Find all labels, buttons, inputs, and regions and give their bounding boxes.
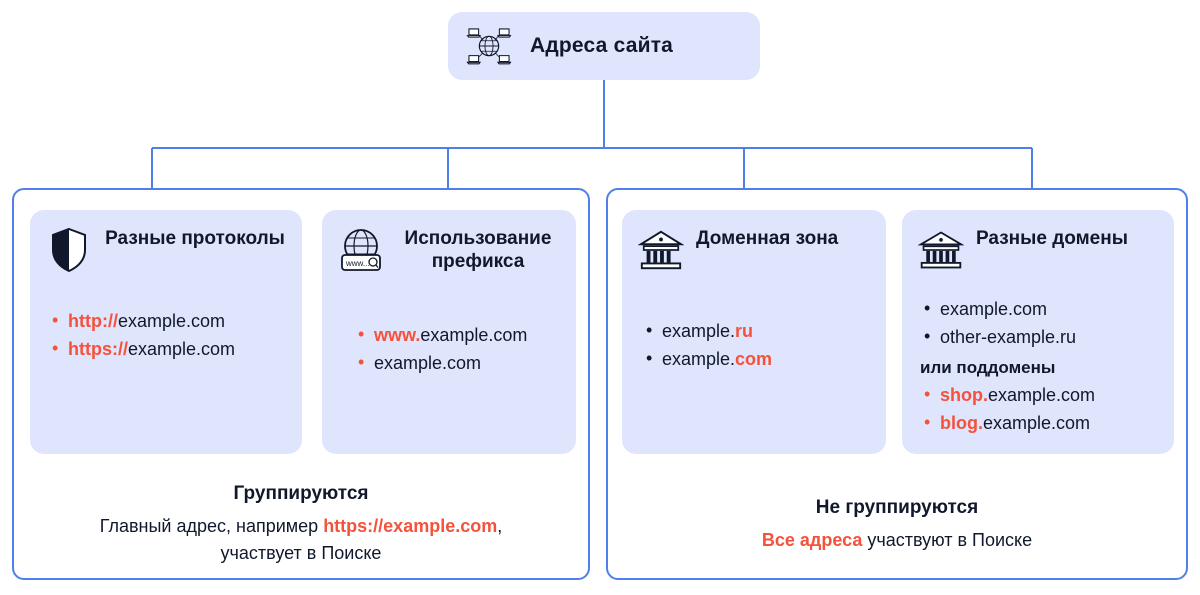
card-domain-zone xyxy=(622,210,886,454)
card-title: Разные протоколы xyxy=(105,228,285,249)
list-item: • other-example.ru xyxy=(922,324,1158,352)
card-item-list xyxy=(644,318,870,374)
list-item: • blog.example.com xyxy=(922,410,1158,438)
card-header xyxy=(918,224,1158,286)
list-item: • shop.example.com xyxy=(922,382,1158,410)
card-item-list xyxy=(356,322,560,378)
card-item-list xyxy=(922,296,1158,352)
bank-icon xyxy=(638,224,684,276)
card-header xyxy=(338,224,560,286)
footer-title: Группируются xyxy=(233,483,369,504)
card-prefix xyxy=(322,210,576,454)
card-protocols xyxy=(30,210,302,454)
footer-line-1: Главный адрес, например https://example.com, xyxy=(99,515,503,536)
card-title: Доменная зона xyxy=(696,228,839,249)
card-item-list xyxy=(50,308,286,364)
bank-columns-icon xyxy=(918,224,964,276)
shield-icon xyxy=(46,224,92,276)
list-item: • https://example.com xyxy=(50,336,286,364)
svg-text:www...: www... xyxy=(346,259,370,268)
card-subtitle: или поддомены xyxy=(920,357,1056,377)
card-subitem-list xyxy=(922,382,1158,438)
card-title: Разные домены xyxy=(976,228,1128,249)
footer-title: Не группируются xyxy=(815,497,979,518)
card-different-domains xyxy=(902,210,1174,454)
root-title: Адреса сайта xyxy=(530,34,674,57)
list-item: • example.com xyxy=(644,346,870,374)
list-item: • http://example.com xyxy=(50,308,286,336)
card-title: Использование префикса xyxy=(404,228,552,272)
footer-not-grouped xyxy=(616,494,1178,554)
card-header xyxy=(46,224,286,286)
list-item: • example.com xyxy=(356,350,560,378)
footer-line-2: участвует в Поиске xyxy=(220,542,382,563)
list-item: • example.ru xyxy=(644,318,870,346)
card-header xyxy=(638,224,870,286)
browser-globe-icon xyxy=(338,224,384,276)
network-globe-icon xyxy=(466,20,512,72)
footer-grouped xyxy=(24,480,578,567)
root-node xyxy=(448,12,760,80)
footer-line-1: Все адреса участвуют в Поиске xyxy=(761,529,1033,550)
list-item: • example.com xyxy=(922,296,1158,324)
list-item: • www.example.com xyxy=(356,322,560,350)
